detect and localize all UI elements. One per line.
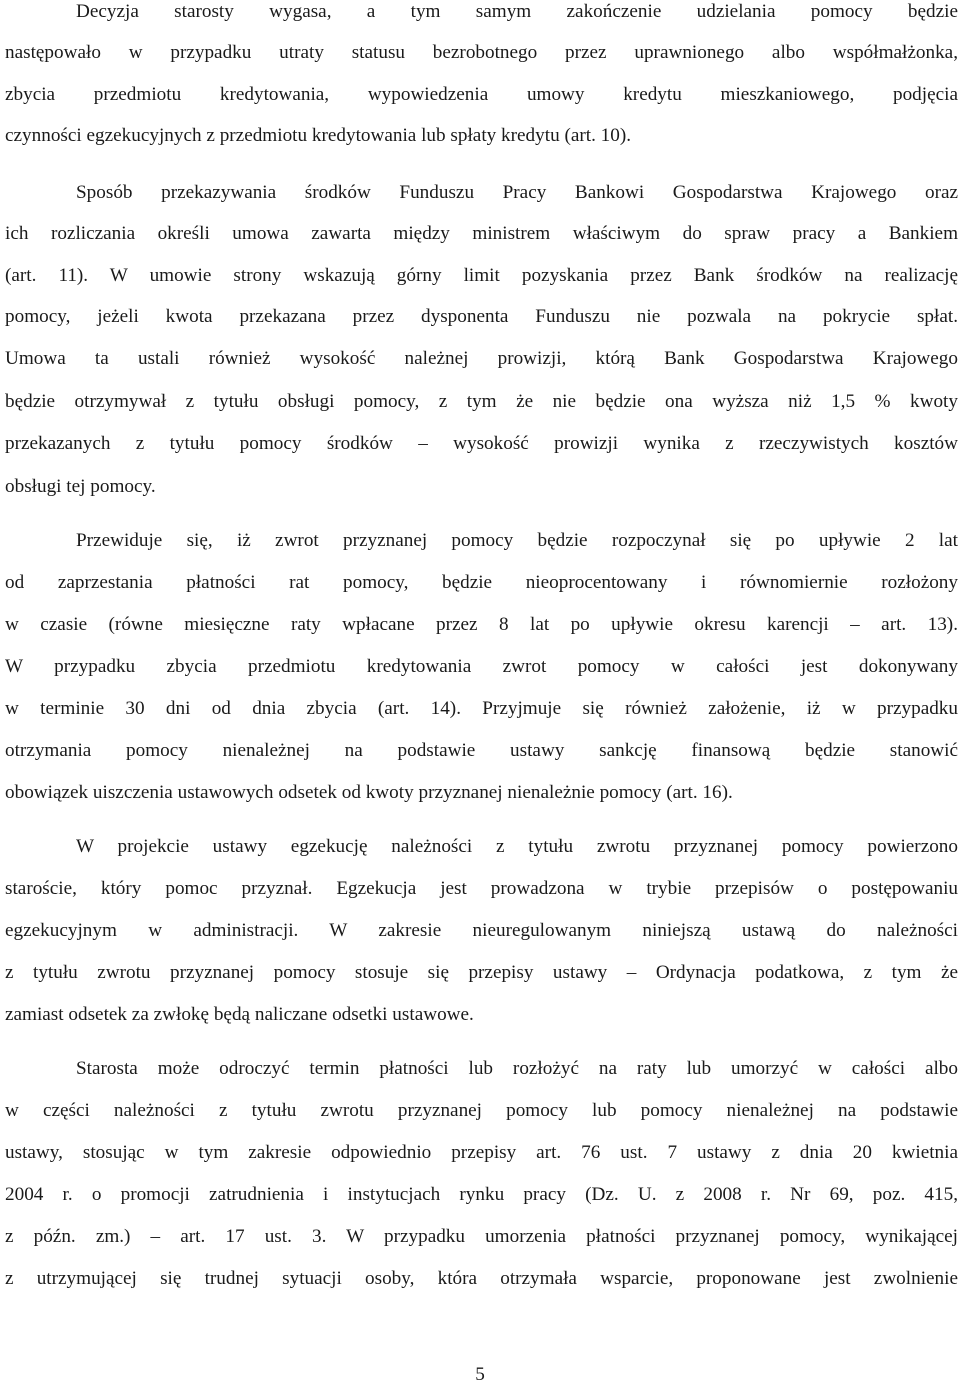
text-line: z utrzymującej się trudnej sytuacji osoby, która otrzymała wsparcie, proponowane jest zwolnienie — [5, 1268, 958, 1289]
text-line: zamiast odsetek za zwłokę będą naliczane odsetki ustawowe. — [5, 1004, 474, 1025]
text-line: następowało w przypadku utraty statusu bezrobotnego przez uprawnionego albo współmałżonka, — [5, 42, 958, 63]
text-line: W przypadku zbycia przedmiotu kredytowania zwrot pomocy w całości jest dokonywany — [5, 656, 958, 677]
text-line: będzie otrzymywał z tytułu obsługi pomocy, z tym że nie będzie ona wyższa niż 1,5 % kwoty — [5, 391, 958, 412]
text-line: z tytułu zwrotu przyznanej pomocy stosuje się przepisy ustawy – Ordynacja podatkowa, z tym że — [5, 962, 958, 983]
text-line: Przewiduje się, iż zwrot przyznanej pomocy będzie rozpoczynał się po upływie 2 lat — [76, 530, 958, 551]
text-line: zbycia przedmiotu kredytowania, wypowiedzenia umowy kredytu mieszkaniowego, podjęcia — [5, 84, 958, 105]
text-line: Sposób przekazywania środków Funduszu Pracy Bankowi Gospodarstwa Krajowego oraz — [76, 182, 958, 203]
text-line: czynności egzekucyjnych z przedmiotu kredytowania lub spłaty kredytu (art. 10). — [5, 125, 632, 146]
text-line: obsługi tej pomocy. — [5, 476, 156, 497]
text-line: przekazanych z tytułu pomocy środków – wysokość prowizji wynika z rzeczywistych kosztów — [5, 433, 958, 454]
text-line: W projekcie ustawy egzekucję należności z tytułu zwrotu przyznanej pomocy powierzono — [76, 836, 958, 857]
text-line: staroście, który pomoc przyznał. Egzekucja jest prowadzona w trybie przepisów o postępowaniu — [5, 878, 958, 899]
text-line: od zaprzestania płatności rat pomocy, będzie nieoprocentowany i równomiernie rozłożony — [5, 572, 958, 593]
text-line: Starosta może odroczyć termin płatności lub rozłożyć na raty lub umorzyć w całości albo — [76, 1058, 958, 1079]
text-line: 2004 r. o promocji zatrudnienia i instytucjach rynku pracy (Dz. U. z 2008 r. Nr 69, poz. 415, — [5, 1184, 958, 1205]
text-line: Umowa ta ustali również wysokość należnej prowizji, którą Bank Gospodarstwa Krajowego — [5, 348, 958, 369]
text-line: otrzymania pomocy nienależnej na podstawie ustawy sankcję finansową będzie stanowić — [5, 740, 958, 761]
text-line: pomocy, jeżeli kwota przekazana przez dysponenta Funduszu nie pozwala na pokrycie spłat. — [5, 306, 958, 327]
text-line: w czasie (równe miesięczne raty wpłacane przez 8 lat po upływie okresu karencji – art. 13). — [5, 614, 958, 635]
text-line: Decyzja starosty wygasa, a tym samym zakończenie udzielania pomocy będzie — [76, 1, 958, 22]
text-line: ustawy, stosując w tym zakresie odpowiednio przepisy art. 76 ust. 7 ustawy z dnia 20 kwietnia — [5, 1142, 958, 1163]
text-line: ich rozliczania określi umowa zawarta między ministrem właściwym do spraw pracy a Bankiem — [5, 223, 958, 244]
text-line: obowiązek uiszczenia ustawowych odsetek od kwoty przyznanej nienależnie pomocy (art. 16). — [5, 782, 733, 803]
text-line: (art. 11). W umowie strony wskazują górny limit pozyskania przez Bank środków na realizację — [5, 265, 958, 286]
page-number: 5 — [475, 1364, 485, 1385]
text-line: egzekucyjnym w administracji. W zakresie nieuregulowanym niniejszą ustawą do należności — [5, 920, 958, 941]
text-line: z późn. zm.) – art. 17 ust. 3. W przypadku umorzenia płatności przyznanej pomocy, wynikającej — [5, 1226, 958, 1247]
text-line: w terminie 30 dni od dnia zbycia (art. 14). Przyjmuje się również założenie, iż w przypadku — [5, 698, 958, 719]
text-line: w części należności z tytułu zwrotu przyznanej pomocy lub pomocy nienależnej na podstawie — [5, 1100, 958, 1121]
